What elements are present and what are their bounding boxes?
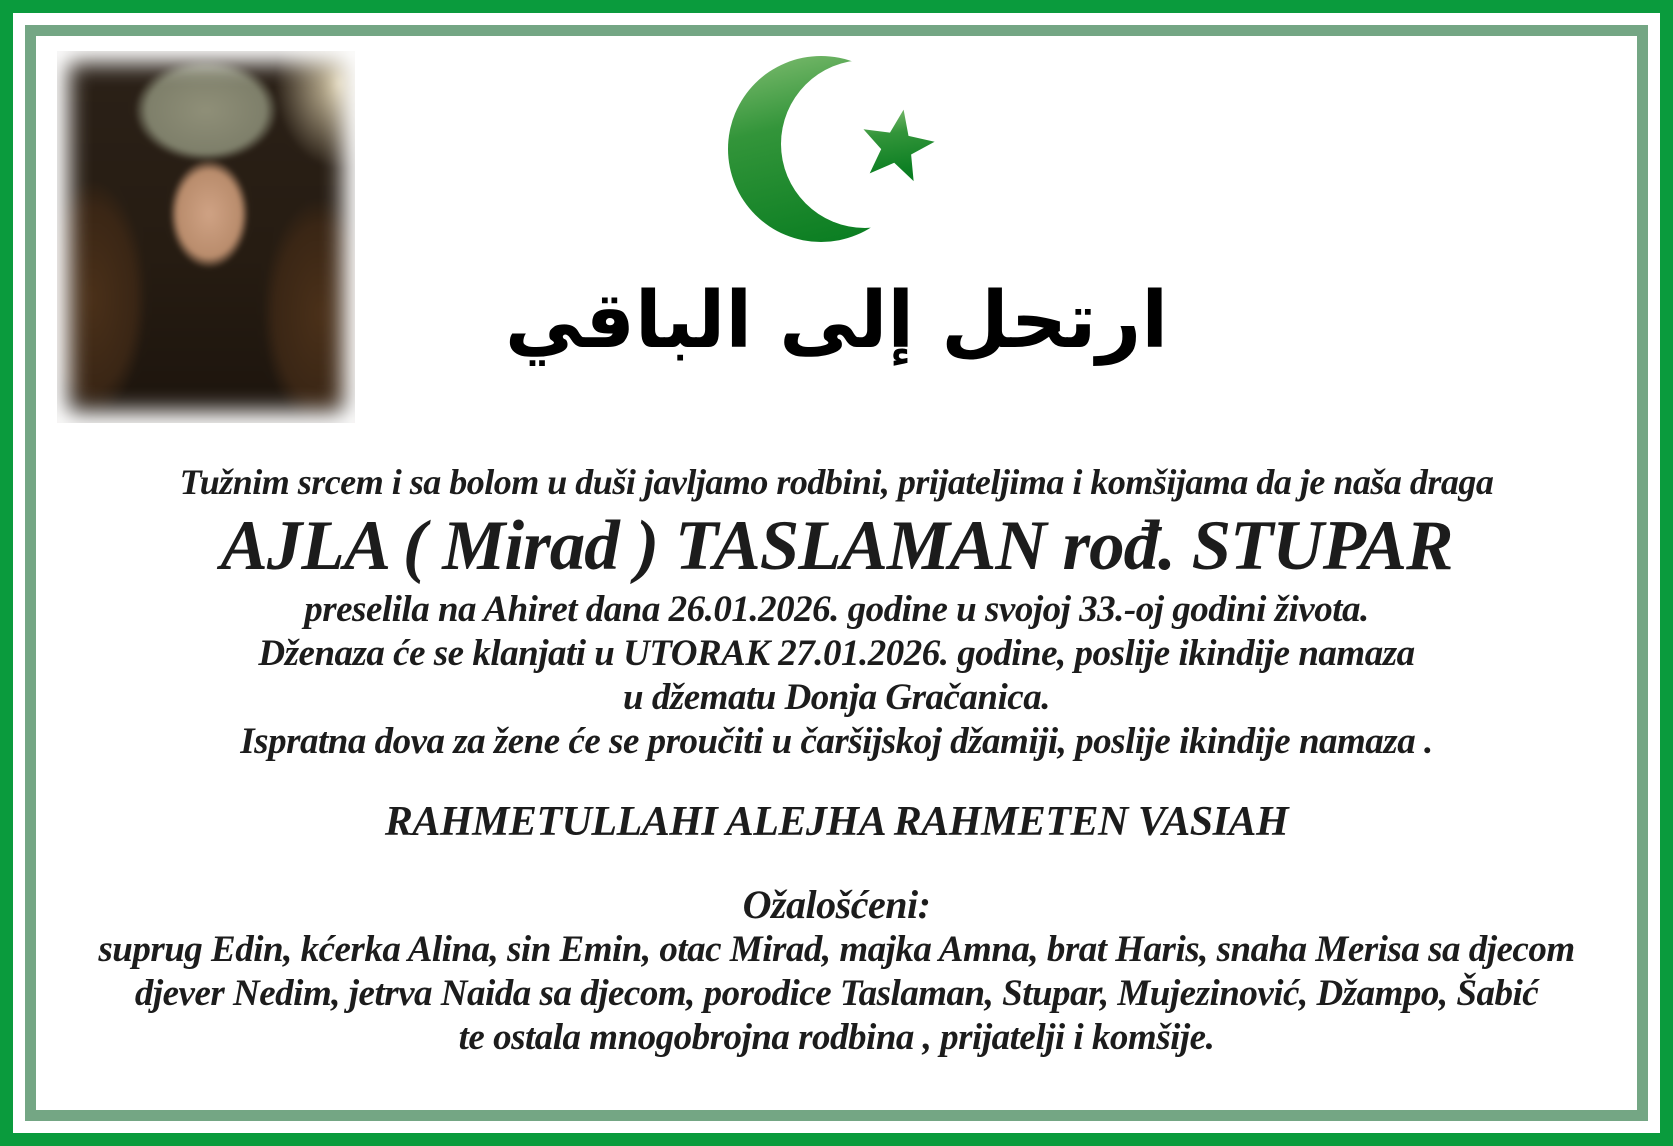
detail-line-passing: preselila na Ahiret dana 26.01.2026. godine u svojoj 33.-oj godini života. — [304, 589, 1369, 630]
prayer-line: RAHMETULLAHI ALEJHA RAHMETEN VASIAH — [384, 799, 1289, 845]
arabic-calligraphy: ارتحل إلى الباقي — [504, 276, 1169, 366]
detail-line-funeral-time: Dženaza će se klanjati u UTORAK 27.01.2026. godine, poslije ikindije namaza — [258, 633, 1415, 674]
detail-line-dova: Ispratna dova za žene će se proučiti u čaršijskoj džamiji, poslije ikindije namaza . — [240, 721, 1433, 762]
mourners-title: Ožalošćeni: — [742, 882, 931, 927]
mourners-line-1: suprug Edin, kćerka Alina, sin Emin, otac Mirad, majka Amna, brat Haris, snaha Merisa sa djecom — [98, 929, 1575, 970]
detail-line-funeral-place: u džematu Donja Gračanica. — [623, 677, 1050, 718]
mourners-line-2: djever Nedim, jetrva Naida sa djecom, porodice Taslaman, Stupar, Mujezinović, Džampo, Šabić — [134, 973, 1539, 1014]
obituary-inner-panel — [25, 25, 1648, 1121]
deceased-name: AJLA ( Mirad ) TASLAMAN rođ. STUPAR — [220, 507, 1453, 585]
crescent-star-icon — [687, 44, 987, 254]
intro-line: Tužnim srcem i sa bolom u duši javljamo rodbini, prijateljima i komšijama da je naša draga — [179, 462, 1494, 502]
mourners-line-3: te ostala mnogobrojna rodbina , prijatelji i komšije. — [458, 1017, 1215, 1058]
announcement-column — [36, 44, 1637, 1118]
